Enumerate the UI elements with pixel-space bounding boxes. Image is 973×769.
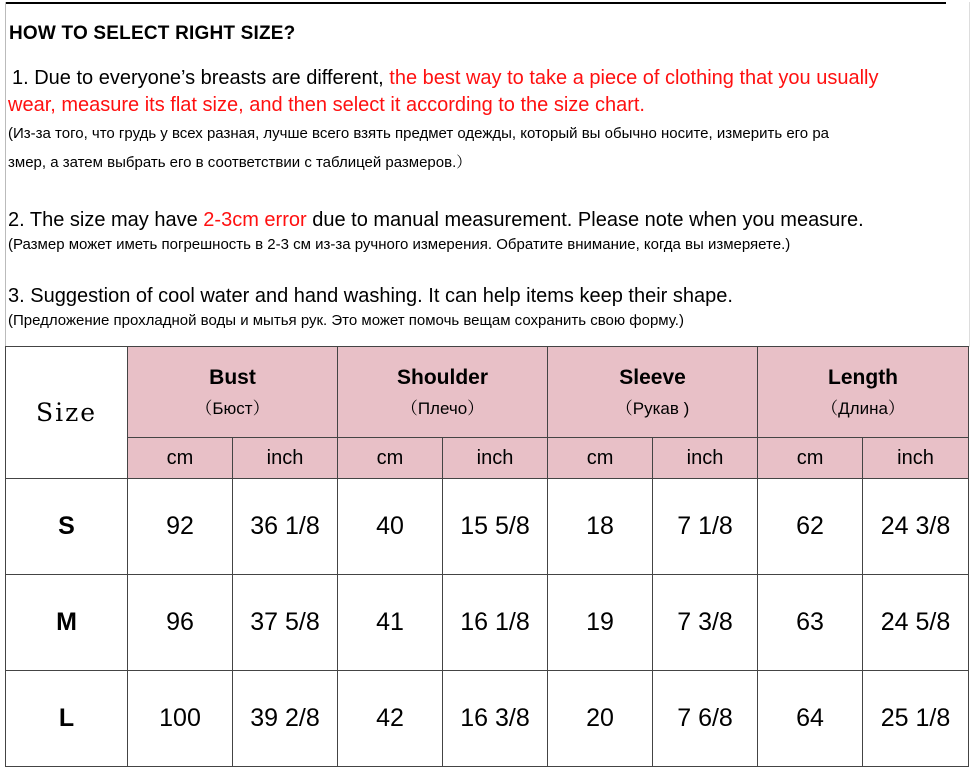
table-row-s (6, 479, 969, 575)
shoulder-header (338, 347, 548, 438)
note-1-prefix: 1. Due to everyone’s breasts are different, (12, 67, 390, 89)
unit-cell: inch (863, 438, 969, 479)
note-1-russian-line-1: (Из-за того, что грудь у всех разная, лучше всего взять предмет одежды, который вы обычно носите, измерить его ра (8, 125, 830, 142)
bust-header (128, 347, 338, 438)
note-2-prefix: 2. The size may have (8, 209, 204, 231)
table-row-m (6, 575, 969, 671)
table-cell: 24 5/8 (863, 575, 969, 671)
table-cell: 64 (758, 671, 863, 767)
note-2-russian: (Размер может иметь погрешность в 2-3 см из-за ручного измерения. Обратите внимание, когда вы измеряете.) (8, 236, 791, 253)
table-cell: 100 (128, 671, 233, 767)
table-cell: 41 (338, 575, 443, 671)
table-cell: 42 (338, 671, 443, 767)
note-1-russian-line-2: змер, а затем выбрать его в соответствии с таблицей размеров.） (8, 154, 472, 171)
note-1-highlight-2: wear, measure its flat size, and then select it according to the size chart. (8, 94, 645, 116)
table-cell: 24 3/8 (863, 479, 969, 575)
table-cell: 16 3/8 (443, 671, 548, 767)
note-2-suffix: due to manual measurement. Please note when you measure. (306, 209, 864, 231)
shoulder-header-label: Shoulder (397, 365, 489, 389)
sleeve-header-sublabel: （Рукав ) (615, 398, 690, 418)
table-cell: 16 1/8 (443, 575, 548, 671)
unit-cell: cm (338, 438, 443, 479)
table-cell: 25 1/8 (863, 671, 969, 767)
size-label-s: S (6, 479, 128, 575)
table-cell: 20 (548, 671, 653, 767)
length-header-sublabel: （Длина） (821, 398, 905, 418)
right-frame-line (969, 2, 970, 347)
sleeve-header-label: Sleeve (619, 365, 686, 389)
table-cell: 96 (128, 575, 233, 671)
table-cell: 7 6/8 (653, 671, 758, 767)
table-cell: 19 (548, 575, 653, 671)
bust-header-sublabel: （Бюст） (195, 398, 270, 418)
size-column-header: Size (6, 347, 128, 479)
table-cell: 7 3/8 (653, 575, 758, 671)
size-label-m: M (6, 575, 128, 671)
unit-row (6, 438, 969, 479)
table-cell: 7 1/8 (653, 479, 758, 575)
table-cell: 18 (548, 479, 653, 575)
size-chart-table (5, 346, 969, 767)
left-frame-line (5, 2, 6, 347)
note-3-russian: (Предложение прохладной воды и мытья рук. Это может помочь вещам сохранить свою форму.) (8, 312, 684, 329)
shoulder-header-sublabel: （Плечо） (400, 398, 485, 418)
unit-cell: inch (653, 438, 758, 479)
unit-cell: cm (548, 438, 653, 479)
length-header-label: Length (828, 365, 899, 389)
unit-cell: cm (758, 438, 863, 479)
note-1-line-1 (12, 65, 878, 92)
table-cell: 63 (758, 575, 863, 671)
table-cell: 39 2/8 (233, 671, 338, 767)
bust-header-label: Bust (209, 365, 256, 389)
unit-cell: cm (128, 438, 233, 479)
table-cell: 40 (338, 479, 443, 575)
unit-cell: inch (233, 438, 338, 479)
table-cell: 37 5/8 (233, 575, 338, 671)
note-2-highlight: 2-3cm error (203, 209, 307, 231)
table-cell: 15 5/8 (443, 479, 548, 575)
length-header (758, 347, 969, 438)
note-3: 3. Suggestion of cool water and hand washing. It can help items keep their shape. (8, 285, 733, 307)
table-cell: 62 (758, 479, 863, 575)
table-row-l (6, 671, 969, 767)
table-cell: 36 1/8 (233, 479, 338, 575)
top-border-line (6, 2, 946, 4)
unit-cell: inch (443, 438, 548, 479)
table-header-row (6, 347, 969, 438)
sleeve-header (548, 347, 758, 438)
table-cell: 92 (128, 479, 233, 575)
page-title: HOW TO SELECT RIGHT SIZE? (9, 23, 296, 44)
size-label-l: L (6, 671, 128, 767)
note-1-highlight-1: the best way to take a piece of clothing that you usually (389, 67, 879, 89)
